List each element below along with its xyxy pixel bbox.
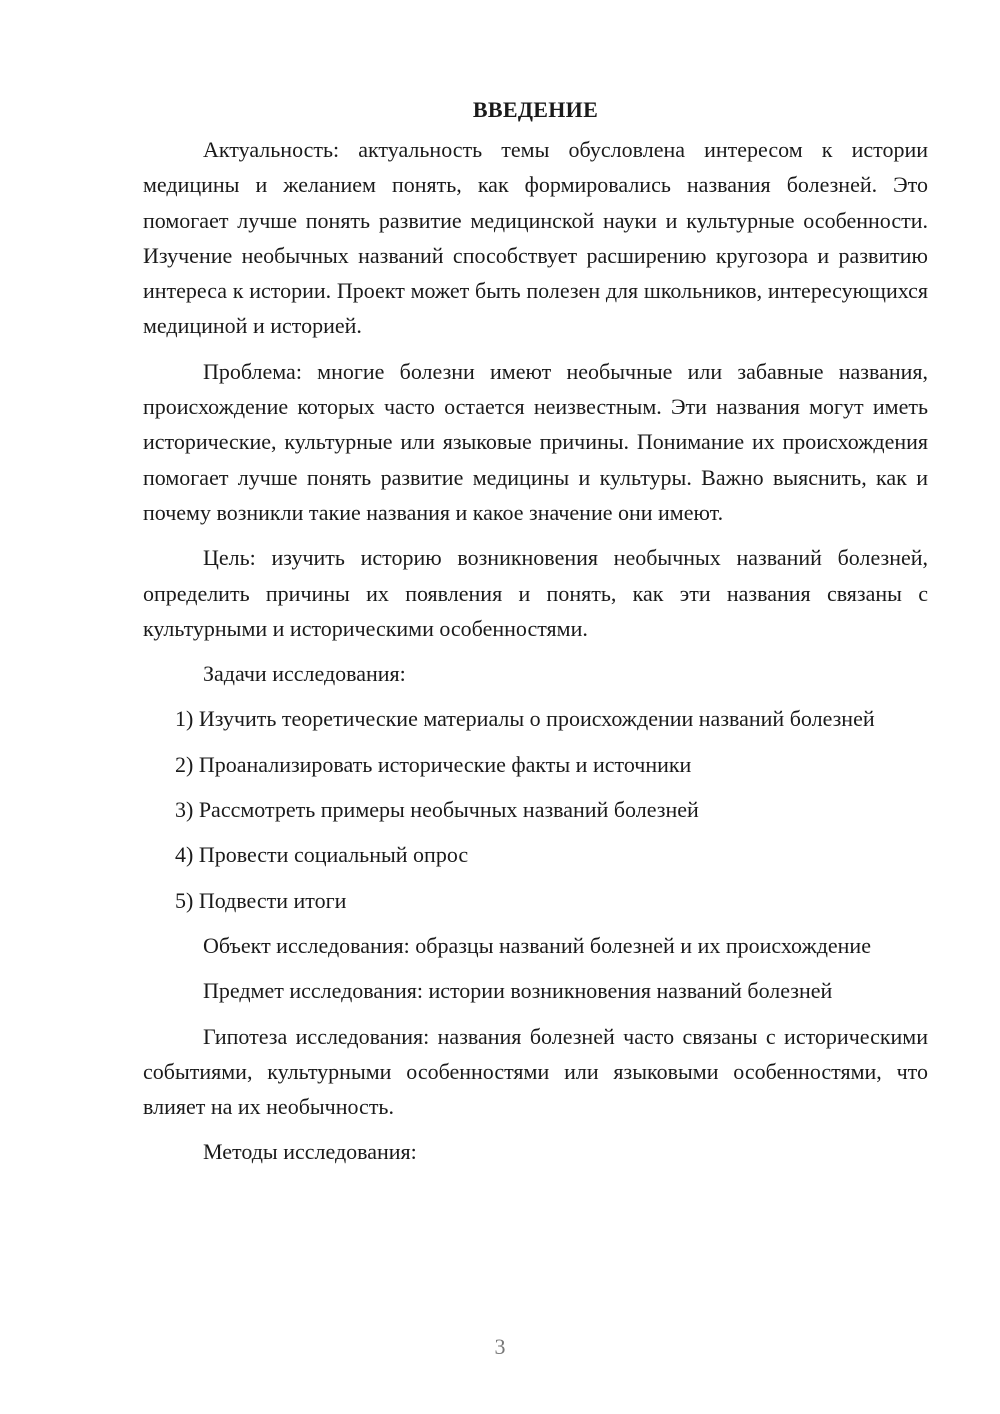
task-item: 2) Проанализировать исторические факты и источники (175, 751, 692, 777)
goal-paragraph: Цель: изучить историю возникновения необычных названий болезней, определить причины их появления и понять, как эти названия связаны с культурными и историческими особенностями. (143, 545, 928, 641)
document-page (143, 88, 928, 1180)
task-item: 1) Изучить теоретические материалы о происхождении названий болезней (175, 706, 875, 732)
tasks-list (143, 701, 928, 917)
tasks-heading: Задачи исследования: (203, 661, 406, 687)
relevance-paragraph: Актуальность: актуальность темы обусловлена интересом к истории медицины и желанием понять, как формировались названия болезней. Это помогает лучше понять развитие медицинской науки и культурные особенности. Изучение необычных названий способствует расширению кругозора и развитию интереса к истории. Проект может быть полезен для школьников, интересующихся медициной и историей. (143, 137, 928, 339)
task-item: 4) Провести социальный опрос (175, 842, 469, 868)
hypothesis-paragraph: Гипотеза исследования: названия болезней часто связаны с историческими событиями, культурными особенностями или языковыми особенностями, что влияет на их необычность. (143, 1023, 928, 1120)
object-paragraph: Объект исследования: образцы названий болезней и их происхождение (203, 932, 871, 958)
methods-heading: Методы исследования: (203, 1139, 417, 1165)
task-item: 3) Рассмотреть примеры необычных названий болезней (175, 797, 699, 823)
page-number: 3 (494, 1334, 506, 1359)
page-title: ВВЕДЕНИЕ (472, 97, 599, 122)
problem-paragraph: Проблема: многие болезни имеют необычные или забавные названия, происхождение которых часто остается неизвестным. Эти названия могут иметь исторические, культурные или языковые причины. Понимание их происхождения помогает лучше понять развитие медицины и культуры. Важно выяснить, как и почему возникли такие названия и какое значение они имеют. (143, 358, 928, 525)
subject-paragraph: Предмет исследования: истории возникновения названий болезней (203, 978, 833, 1004)
task-item: 5) Подвести итоги (175, 887, 347, 913)
